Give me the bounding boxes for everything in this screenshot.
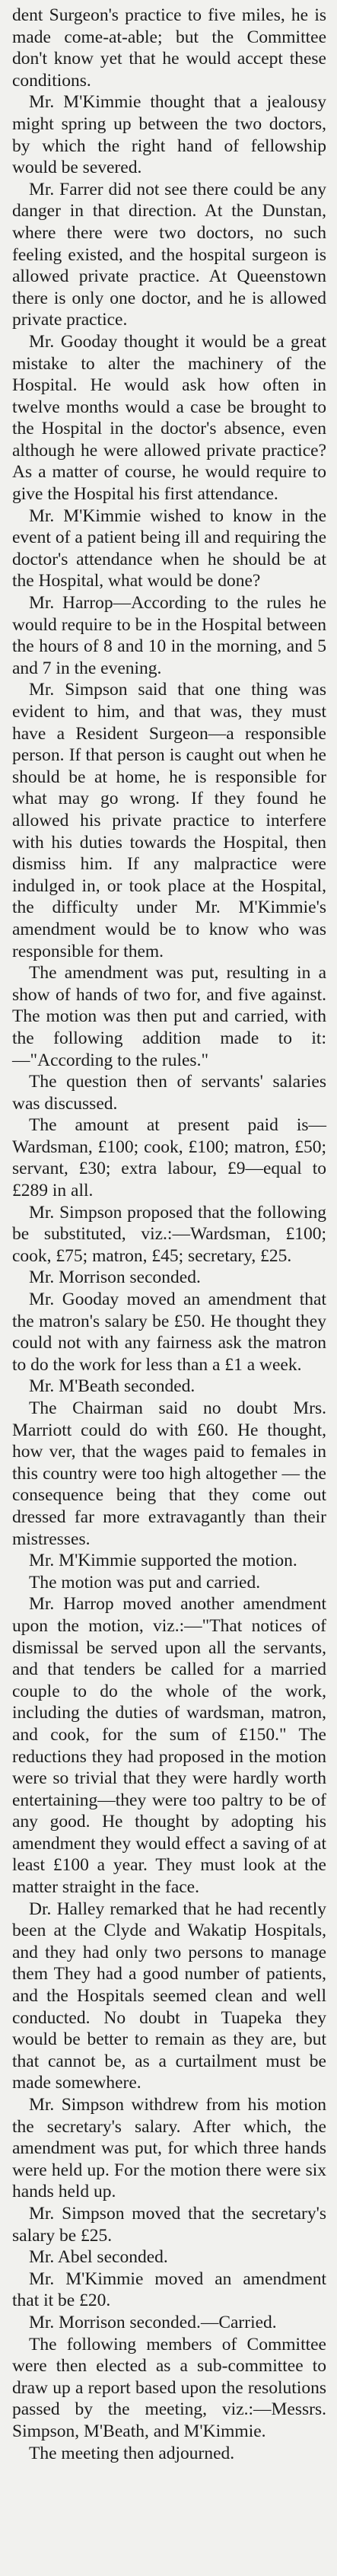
article-paragraph: Mr. M'Kimmie supported the motion. xyxy=(29,1551,297,1571)
article-paragraph: Mr. Morrison seconded. xyxy=(29,1267,201,1288)
article-paragraph: Mr. Simpson withdrew from his motion the secretary's salary. After which, the amendment was put, for which three hands were held up. For the motion there were six hands held up. xyxy=(12,2095,326,2202)
article-paragraph: The motion was put and carried. xyxy=(29,1572,261,1592)
article-paragraph: dent Surgeon's practice to five miles, he is made come-at-able; but the Committee don't know yet that he would accept these conditions. xyxy=(12,5,326,91)
article-paragraph: Mr. Simpson said that one thing was evident to him, and that was, they must have a Resident Surgeon—a responsible person. If that person is caught out when he should be at home, he is responsible for what may go wrong. If they found he allowed his private practice to interfere with his duties towards the Hospital, then dismiss him. If any malpractice were indulged in, or took place at the Hospital, the difficulty under Mr. M'Kimmie's amendment would be to know who was responsible for them. xyxy=(12,680,326,961)
article-paragraph: Mr. M'Kimmie wished to know in the event of a patient being ill and requiring the doctor's attendance when he should be at the Hospital, what would be done? xyxy=(12,505,326,591)
article-paragraph: Mr. Simpson moved that the secretary's salary be £25. xyxy=(12,2203,326,2246)
article-paragraph: Mr. Farrer did not see there could be any danger in that direction. At the Dunstan, where there were two doctors, no such feeling existed, and the hospital surgeon is allowed private practice. At Queenstown there is only one doctor, and he is allowed private practice. xyxy=(12,179,326,330)
article-paragraph: Mr. M'Kimmie moved an amendment that it be £20. xyxy=(12,2268,326,2311)
article-paragraph: Mr. Harrop—According to the rules he would require to be in the Hospital between the hours of 8 and 10 in the morning, and 5 and 7 in the evening. xyxy=(12,593,326,678)
article-paragraph: Mr. Harrop moved another amendment upon the motion, viz.:—"That notices of dismissal be served upon all the servants, and that tenders be called for a married couple to do the whole of the work, including the duties of wardsman, matron, and cook, for the sum of £150." The reductions they had proposed in the motion were so trivial that they were hardly worth entertaining—they were too paltry to be of any good. He thought by adopting his amendment they would effect a saving of at least £100 a year. They must look at the matter straight in the face. xyxy=(12,1594,326,1898)
article-paragraph: Mr. M'Beath seconded. xyxy=(29,1376,196,1397)
article-paragraph: The meeting then adjourned. xyxy=(29,2443,235,2463)
article-paragraph: The amendment was put, resulting in a show of hands of two for, and five against. The motion was then put and carried, with the following addition made to it:—"According to the rules." xyxy=(12,963,326,1070)
article-paragraph: Mr. Abel seconded. xyxy=(29,2247,168,2268)
article-paragraph: Mr. Morrison seconded.—Carried. xyxy=(29,2312,277,2332)
article-paragraph: The following members of Committee were then elected as a sub-committee to draw up a report based upon the resolutions passed by the meeting, viz.:—Messrs. Simpson, M'Beath, and M'Kimmie. xyxy=(12,2334,326,2441)
article-paragraph: Mr. Gooday moved an amendment that the matron's salary be £50. He thought they could not with any fairness ask the matron to do the work for less than a £1 a week. xyxy=(12,1290,326,1375)
article-paragraph: The amount at present paid is—Wardsman, £100; cook, £100; matron, £50; servant, £30; extra labour, £9—equal to £289 in all. xyxy=(12,1115,326,1201)
article-paragraph: The question then of servants' salaries was discussed. xyxy=(12,1072,326,1114)
article-paragraph: Mr. Gooday thought it would be a great mistake to alter the machinery of the Hospital. He would ask how often in twelve months would a case be brought to the Hospital in the doctor's absence, even although he were allowed private practice? As a matter of course, he would require to give the Hospital his first attendance. xyxy=(12,331,326,505)
article-paragraph: The Chairman said no doubt Mrs. Marriott could do with £60. He thought, how ver, that the wages paid to females in this country were too high altogether — the consequence being that they come out dressed far more extravagantly than their mistresses. xyxy=(12,1398,326,1549)
article-paragraph: Mr. Simpson proposed that the following be substituted, viz.:—Wardsman, £100; cook, £75; matron, £45; secretary, £25. xyxy=(12,1202,326,1266)
article-paragraph: Mr. M'Kimmie thought that a jealousy might spring up between the two doctors, by which the right hand of fellowship would be severed. xyxy=(12,92,326,178)
article-paragraph: Dr. Halley remarked that he had recently been at the Clyde and Wakatip Hospitals, and they had only two persons to manage them They had a good number of patients, and the Hospitals seemed clean and well conducted. No doubt in Tuapeka they would be better to remain as they are, but that cannot be, as a curtailment must be made somewhere. xyxy=(12,1899,326,2093)
